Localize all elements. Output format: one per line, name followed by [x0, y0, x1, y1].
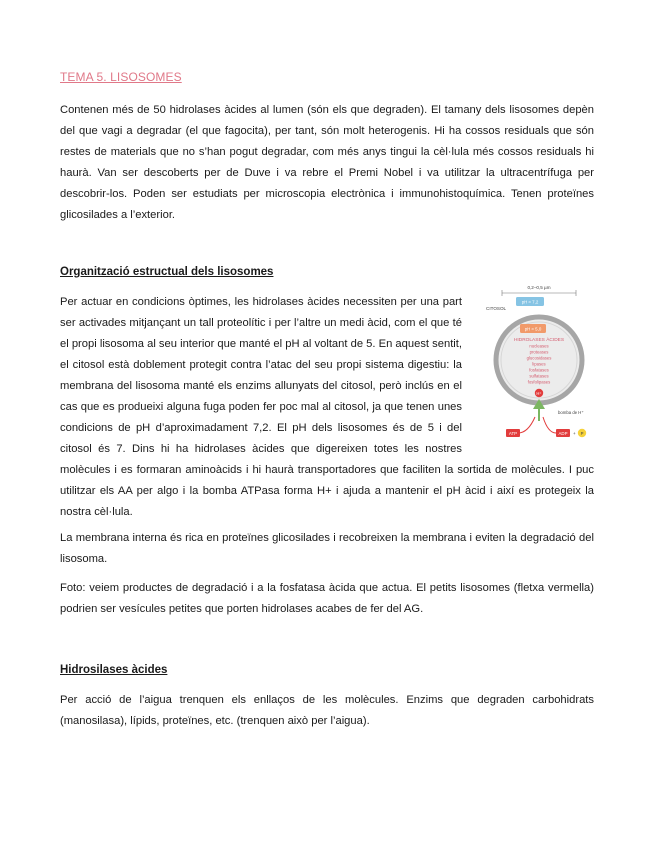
- section-heading-hydrolases: Hidrosilases àcides: [60, 664, 168, 676]
- enzyme-fosfatases: fosfatases: [529, 367, 549, 373]
- atp-arrow: [518, 417, 535, 433]
- membrane-paragraph: La membrana interna és rica en proteïnes glicosilades i recobreixen la membrana i eviten la degradació del lisosoma.: [60, 532, 594, 565]
- atp-label: ATP: [508, 430, 518, 436]
- lysosome-diagram: [480, 283, 598, 443]
- enzyme-glucosidases: glucosidases: [526, 355, 552, 361]
- ph-lumen-label: pH ≈ 5,0: [524, 326, 542, 332]
- adp-arrow: [543, 417, 556, 433]
- svg-text:+: +: [573, 430, 576, 436]
- adp-label: ADP: [558, 430, 568, 436]
- photo-paragraph: Foto: veiem productes de degradació i a la fosfatasa àcida que actua. El petits lisosomes (fletxa vermella) podrien ser vesícules petites que porten hidrolases acabes de fer del AG.: [60, 582, 594, 615]
- enzyme-lipases: lipases: [532, 361, 546, 367]
- enzyme-fosfolipases: fosfolipases: [527, 379, 551, 385]
- hydrolases-title: HIDROLASES ÀCIDES: [513, 338, 565, 343]
- intro-paragraph: Contenen més de 50 hidrolases àcides al lumen (són els que degraden). El tamany dels lisosomes depèn del que vagi a degradar (el que fagocita), per tant, són molt heterogenis. Hi ha cossos residuals que són restes de materials que no s’han pogut degradar, com més anys tingui la cèl·lula més cossos residuals hi haurà. Van ser descoberts per de Duve i va rebre el Premi Nobel i va utilitzar la ultracentrífuga per descobrir-los. Poden ser estudiats per microscopia electrònica i immunohistoquímica. Tenen proteïnes glicosilades a l’exterior.: [60, 104, 594, 221]
- page-title: TEMA 5. LISOSOMES: [60, 70, 182, 84]
- ph-cytosol-label: pH ≈ 7,2: [521, 299, 539, 305]
- enzyme-proteases: proteases: [529, 349, 549, 355]
- hydrolases-paragraph: Per acció de l’aigua trenquen els enllaços de les molècules. Enzims que degraden carbohidrats (manosilasa), lípids, proteïnes, etc. (trenquen això per l’aigua).: [60, 694, 594, 727]
- enzyme-sulfatases: sulfatases: [529, 373, 549, 379]
- phosphate-label: P: [580, 430, 584, 436]
- enzyme-nucleases: nucleases: [529, 343, 549, 349]
- proton-label: H⁺: [536, 390, 542, 396]
- organization-paragraph: Per actuar en condicions òptimes, les hidrolases àcides necessiten per una part ser activades mitjançant un tall proteolític i per l’altre un medi àcid, com el que té el propi lisosoma al seu interior que manté el pH al voltant de 5. En aquest sentit, el citosol està doblement protegit contra l’atac del seu propi sistema digestiu: la membrana del lisosoma manté els enzims allunyats del citosol, però inclús en el cas que es produeixi alguna fuga poden fer poc mal al citosol, ja que tenen unes condicions de pH d’aproximadament 7,2. El pH dels lisosomes és de 5 i del citosol és 7. Dins hi ha hidrolases àcides que digereixen totes les nostres molècules i es formaran aminoàcids i hi haurà transportadores que faciliten la sortida de molècules. I puc utilitzar els AA per algo i la bomba ATPasa forma H+ i ajuda a mantenir el pH àcid i així es protegeix la nostra cèl·lula.: [60, 296, 594, 518]
- section-heading-organization: Organització estructual dels lisosomes: [60, 266, 274, 278]
- size-label: 0,2–0,5 µm: [527, 285, 551, 290]
- pump-label: bomba de H⁺: [558, 410, 584, 415]
- cytosol-label: CITOSOL: [486, 306, 507, 311]
